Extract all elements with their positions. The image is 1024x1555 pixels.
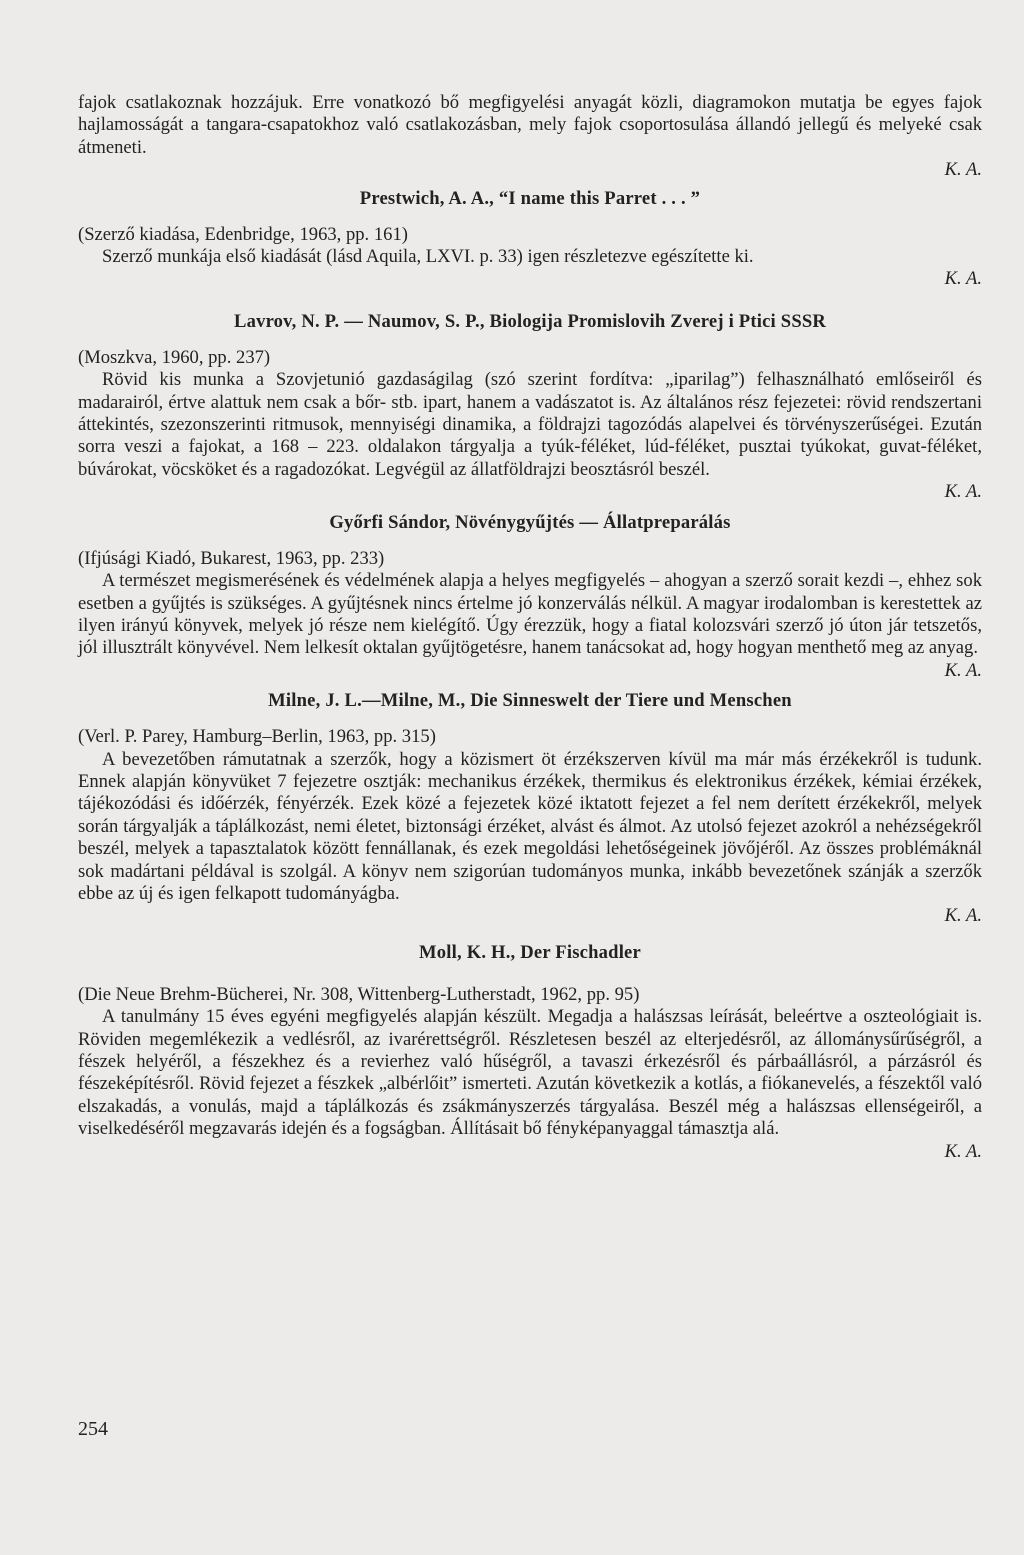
- review-publication-milne: (Verl. P. Parey, Hamburg–Berlin, 1963, pp. 315): [78, 726, 436, 748]
- review-heading-lavrov: Lavrov, N. P. — Naumov, S. P., Biologija Promislovih Zverej i Ptici SSSR: [233, 310, 827, 332]
- review-heading-moll: Moll, K. H., Der Fischadler: [419, 941, 641, 963]
- review-signature-milne: K. A.: [944, 905, 982, 927]
- review-signature-lavrov: K. A.: [944, 481, 982, 503]
- review-heading-gyorfi: Győrfi Sándor, Növénygyűjtés — Állatpreparálás: [329, 511, 731, 533]
- review-signature-gyorfi: K. A.: [944, 659, 982, 681]
- text-column: [78, 92, 982, 1163]
- intro-signature: K. A.: [944, 159, 982, 181]
- review-body-milne: A bevezetőben rámutatnak a szerzők, hogy a közismert öt érzékszerven kívül ma már más érzékekről is tudunk. Ennek alapján könyvüket 7 fejezetre osztják: mechanikus érzékek, thermikus és elektronikus érzékek, kémiai érzékek, tájékozódási és időérzék, fényérzék. Ezek közé a fejezetek közé iktatott fejezet a fel nem derített érzékekről, melyek során tárgyalják a táplálkozást, nemi életet, biztonsági érzéket, alvást és álmot. Az utolsó fejezet azokról a nehézségekről beszél, melyek a tapasztalatok között fennállanak, és ezek megoldási lehetőségeinek jövőjéről. Az összes problémáknál sok madártani példával is szolgál. A könyv nem szigorúan tudományos munka, inkább bevezetőnek szánják a szerzők ebbe az új és igen felkapott tudományágba.: [78, 748, 982, 904]
- review-heading-prestwich: Prestwich, A. A., “I name this Parret . . . ”: [359, 187, 701, 209]
- review-signature-moll: K. A.: [944, 1140, 982, 1162]
- page-number: 254: [78, 1418, 108, 1440]
- review-body-lavrov: Rövid kis munka a Szovjetunió gazdaságilag (szó szerint fordítva: „iparilag”) felhasználható emlőseiről és madarairól, értve alattuk nem csak a bőr- stb. ipart, hanem a vadászatot is. Az általános rész fejezetei: rövid rendszertani áttekintés, szezonszerinti ritmusok, mennyiségi dinamika, a földrajzi tagozódás alapelvei és törvényszerűségei. Ezután sorra veszi a fajokat, a 168 – 223. oldalakon tárgyalja a tyúk-féléket, lúd-féléket, pusztai tyúkokat, guvat-féléket, búvárokat, vöcsköket és a ragadozókat. Legvégül az állatföldrajzi beosztásról beszél.: [78, 369, 982, 480]
- review-publication-moll: (Die Neue Brehm-Bücherei, Nr. 308, Wittenberg-Lutherstadt, 1962, pp. 95): [78, 983, 640, 1005]
- review-body-gyorfi: A természet megismerésének és védelmének alapja a helyes megfigyelés – ahogyan a szerző sorait kezdi –, ehhez sok esetben a gyűjtés is szükséges. A gyűjtésnek nincs értelme jó konzerválás nélkül. A magyar irodalomban is kerestettek az ilyen irányú könyvek, melyek jó része nem kielégítő. Úgy érezzük, hogy a fiatal kolozsvári szerző jó úton jár tetszetős, jól illusztrált könyvével. Nem lelkesít oktalan gyűjtögetésre, hanem tanácsokat ad, hogy hogyan menthető meg az anyag.: [78, 570, 982, 659]
- review-publication-gyorfi: (Ifjúsági Kiadó, Bukarest, 1963, pp. 233): [78, 547, 385, 569]
- review-heading-milne: Milne, J. L.—Milne, M., Die Sinneswelt der Tiere und Menschen: [268, 690, 792, 712]
- review-publication-lavrov: (Moszkva, 1960, pp. 237): [78, 346, 271, 368]
- review-publication-prestwich: (Szerző kiadása, Edenbridge, 1963, pp. 161): [78, 223, 408, 245]
- review-body-prestwich: Szerző munkája első kiadását (lásd Aquila, LXVI. p. 33) igen részletezve egészítette ki.: [102, 246, 754, 268]
- intro-paragraph: fajok csatlakoznak hozzájuk. Erre vonatkozó bő megfigyelési anyagát közli, diagramokon mutatja be egyes fajok hajlamosságát a tangara-csapatokhoz való csatlakozásban, mely fajok csoportosulása állandó jellegű és melyeké csak átmeneti.: [78, 92, 982, 158]
- review-body-moll: A tanulmány 15 éves egyéni megfigyelés alapján készült. Megadja a halászsas leírását, beleértve a oszteológiait is. Röviden megemlékezik a vedlésről, az ivarérettségről. Részletesen beszél az elterjedésről, az állománysűrűségről, a fészek helyéről, a fészekhez és a revierhez való hűségről, a tavaszi érkezésről és párbaállásról, a párzásról és fészeképítésről. Rövid fejezet a fészkek „albérlőit” ismerteti. Azután következik a kotlás, a fiókanevelés, a fészektől való elszakadás, a vonulás, majd a táplálkozás és zsákmányszerzés tárgyalása. Beszél még a halászsas ellenségeiről, a viselkedéséről megzavarás idején és a fogságban. Állításait bő fényképanyaggal támasztja alá.: [78, 1006, 982, 1140]
- review-signature-prestwich: K. A.: [944, 268, 982, 290]
